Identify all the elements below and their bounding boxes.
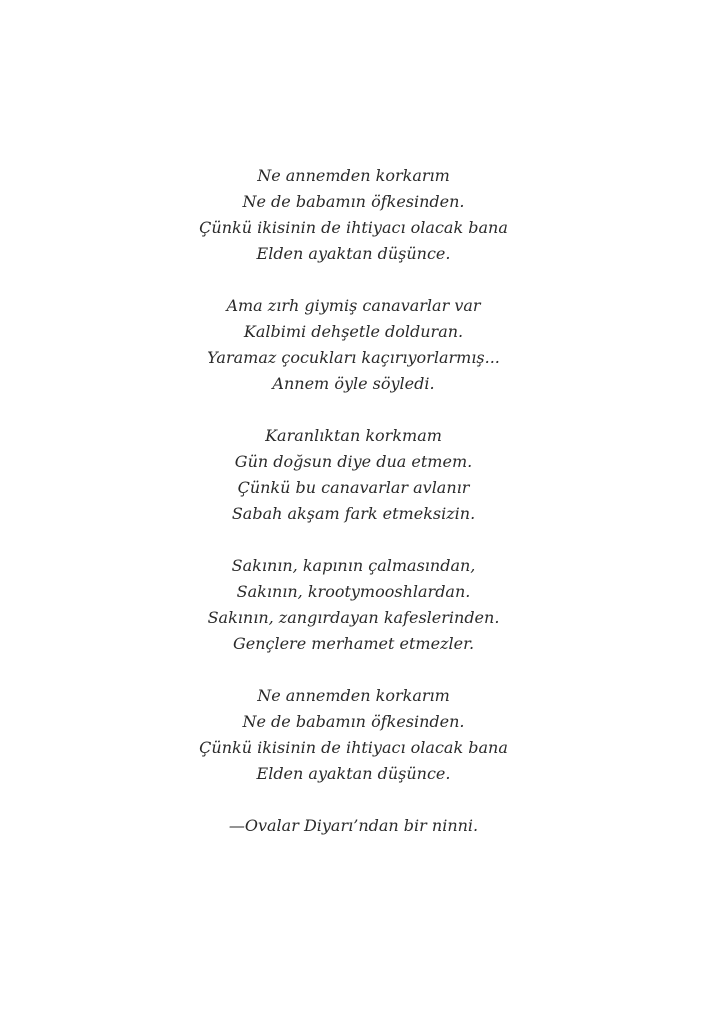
poem-stanza-5 — [0, 683, 707, 787]
poem-line: Ne annemden korkarım — [257, 166, 450, 185]
poem-line: Çünkü ikisinin de ihtiyacı olacak bana — [199, 738, 508, 757]
poem-line: Gençlere merhamet etmezler. — [232, 634, 475, 653]
poem-line: Elden ayaktan düşünce. — [256, 764, 451, 783]
poem-line: Elden ayaktan düşünce. — [256, 244, 451, 263]
poem — [0, 163, 707, 839]
poem-line: Ne de babamın öfkesinden. — [242, 712, 465, 731]
poem-line: Sakının, krootymooshlardan. — [236, 582, 471, 601]
poem-line: Kalbimi dehşetle dolduran. — [243, 322, 464, 341]
poem-line: Çünkü bu canavarlar avlanır — [237, 478, 470, 497]
poem-line: Ne annemden korkarım — [257, 686, 450, 705]
poem-line: Çünkü ikisinin de ihtiyacı olacak bana — [199, 218, 508, 237]
poem-line: Sakının, zangırdayan kafeslerinden. — [207, 608, 500, 627]
poem-line: Yaramaz çocukları kaçırıyorlarmış... — [207, 348, 500, 367]
poem-line: Ne de babamın öfkesinden. — [242, 192, 465, 211]
poem-stanza-4 — [0, 553, 707, 657]
poem-stanza-3 — [0, 423, 707, 527]
poem-line: Sakının, kapının çalmasından, — [231, 556, 476, 575]
poem-line: Ama zırh giymiş canavarlar var — [226, 296, 481, 315]
poem-stanza-2 — [0, 293, 707, 397]
poem-stanza-1 — [0, 163, 707, 267]
poem-line: Gün doğsun diye dua etmem. — [234, 452, 473, 471]
poem-line: Karanlıktan korkmam — [265, 426, 442, 445]
poem-attribution: —Ovalar Diyarı’ndan bir ninni. — [228, 816, 479, 835]
poem-line: Annem öyle söyledi. — [272, 374, 435, 393]
poem-line: Sabah akşam fark etmeksizin. — [231, 504, 476, 523]
